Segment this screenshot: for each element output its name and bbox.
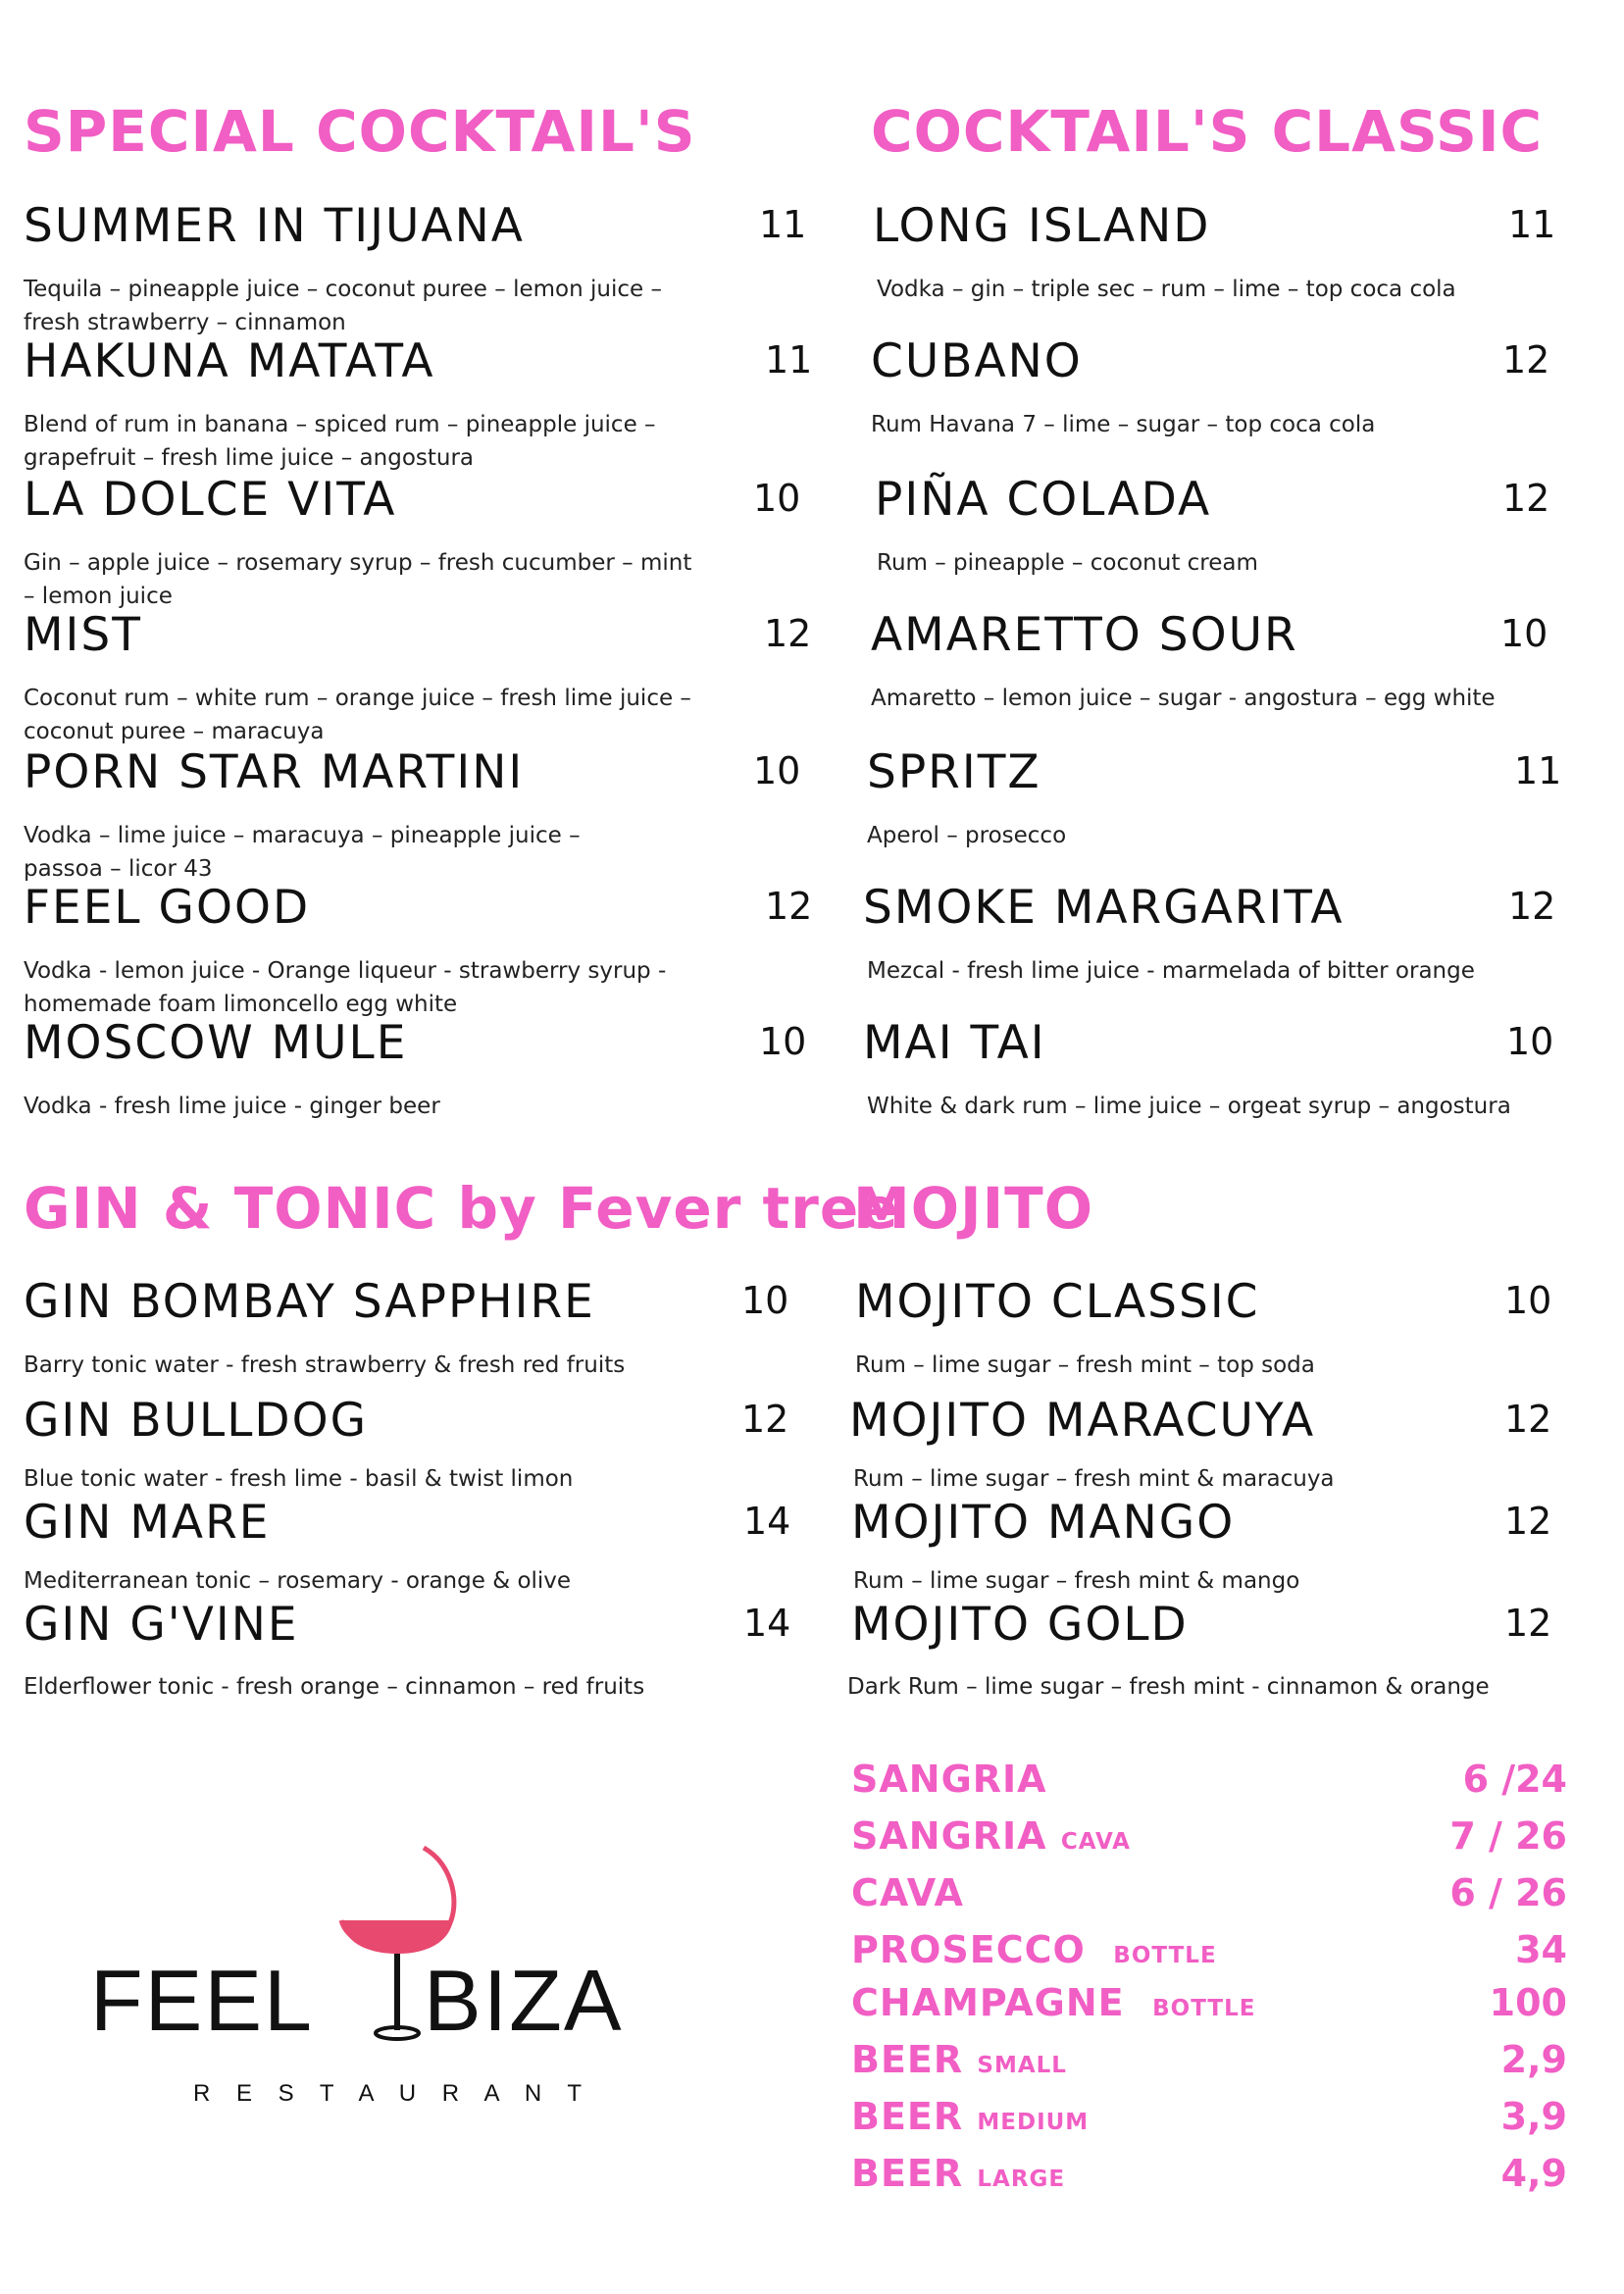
drink-label: SANGRIA [851, 1758, 1047, 1801]
drink-label: PROSECCO [851, 1928, 1086, 1971]
svg-text:R E S T A U R A N T: R E S T A U R A N T [192, 2080, 592, 2107]
drink-name [851, 1981, 1255, 2024]
item-name: GIN G'VINE [24, 1598, 299, 1652]
drink-price: 2,9 [1500, 2038, 1567, 2081]
item-name: GIN MARE [24, 1496, 271, 1550]
svg-text:BIZA: BIZA [424, 1952, 624, 2049]
item-name: SUMMER IN TIJUANA [24, 199, 525, 253]
item-price: 12 [764, 612, 812, 655]
item-price: 11 [1514, 749, 1562, 792]
item-name: SPRITZ [867, 745, 1041, 799]
drink-name [851, 2152, 1065, 2195]
item-name: CUBANO [871, 334, 1083, 388]
item-price: 10 [753, 477, 801, 520]
item-price: 12 [765, 885, 813, 928]
item-description: Amaretto – lemon juice – sugar - angostura – egg white [871, 686, 1496, 711]
drink-name [851, 2095, 1089, 2138]
svg-text:FEEL: FEEL [89, 1952, 314, 2049]
drink-size: CAVA [1060, 1829, 1131, 1855]
item-description: Tequila – pineapple juice – coconut puree – lemon juice – fresh strawberry – cinnamon [24, 277, 662, 335]
item-description: Coconut rum – white rum – orange juice – fresh lime juice – coconut puree – maracuya [24, 686, 691, 744]
price-row [851, 1928, 1567, 1985]
item-name: MOJITO MANGO [851, 1496, 1236, 1550]
price-row [851, 1981, 1567, 2038]
item-description: Gin – apple juice – rosemary syrup – fresh cucumber – mint – lemon juice [24, 550, 692, 609]
drink-price: 3,9 [1500, 2095, 1567, 2138]
item-name: MOSCOW MULE [24, 1016, 408, 1070]
item-name: FEEL GOOD [24, 881, 311, 935]
drink-label: CHAMPAGNE [851, 1981, 1125, 2024]
price-row [851, 2152, 1567, 2209]
item-name: GIN BULLDOG [24, 1394, 368, 1448]
item-name: MOJITO CLASSIC [855, 1275, 1260, 1329]
item-description: Barry tonic water - fresh strawberry & fresh red fruits [24, 1352, 626, 1378]
item-price: 12 [1502, 338, 1550, 382]
item-name: MOJITO GOLD [851, 1598, 1189, 1652]
item-description: Vodka – gin – triple sec – rum – lime – top coca cola [877, 277, 1456, 302]
item-name: PORN STAR MARTINI [24, 745, 525, 799]
item-description: Rum – pineapple – coconut cream [877, 550, 1258, 576]
drink-label: BEER [851, 2152, 964, 2195]
drink-size: SMALL [977, 2053, 1067, 2078]
item-price: 12 [1504, 1602, 1552, 1645]
price-row [851, 1814, 1567, 1871]
item-price: 10 [1500, 612, 1548, 655]
item-price: 10 [759, 1020, 807, 1063]
drink-price: 100 [1489, 1981, 1567, 2024]
drink-price: 4,9 [1500, 2152, 1567, 2195]
item-description: Vodka – lime juice – maracuya – pineapple juice – passoa – licor 43 [24, 823, 581, 882]
item-description: White & dark rum – lime juice – orgeat syrup – angostura [867, 1094, 1511, 1119]
item-description: Blend of rum in banana – spiced rum – pineapple juice – grapefruit – fresh lime juice – angostura [24, 412, 656, 471]
drink-name [851, 1758, 1047, 1801]
mojito-title: MOJITO [853, 1175, 1094, 1242]
item-name: SMOKE MARGARITA [863, 881, 1345, 935]
drink-price: 34 [1515, 1928, 1567, 1971]
item-description: Mezcal - fresh lime juice - marmelada of bitter orange [867, 958, 1475, 984]
item-price: 11 [1508, 203, 1556, 246]
item-description: Rum – lime sugar – fresh mint – top soda [855, 1352, 1315, 1378]
item-name: MOJITO MARACUYA [849, 1394, 1316, 1448]
item-description: Rum – lime sugar – fresh mint & maracuya [853, 1466, 1335, 1492]
item-description: Vodka - lemon juice - Orange liqueur - strawberry syrup - homemade foam limoncello egg white [24, 958, 667, 1017]
price-row [851, 2095, 1567, 2152]
item-name: GIN BOMBAY SAPPHIRE [24, 1275, 595, 1329]
drink-size: MEDIUM [977, 2110, 1090, 2135]
item-description: Elderflower tonic - fresh orange – cinnamon – red fruits [24, 1674, 645, 1700]
item-price: 10 [753, 749, 801, 792]
price-row [851, 1871, 1567, 1928]
drink-label: BEER [851, 2038, 964, 2081]
item-price: 11 [765, 338, 813, 382]
wine-glass-icon [89, 1844, 624, 2118]
drink-size: BOTTLE [1152, 1996, 1256, 2021]
item-name: HAKUNA MATATA [24, 334, 435, 388]
item-price: 10 [1504, 1279, 1552, 1322]
item-price: 12 [1508, 885, 1556, 928]
item-price: 10 [1506, 1020, 1554, 1063]
drink-name [851, 1928, 1217, 1971]
drink-name [851, 1814, 1131, 1858]
drink-price: 7 / 26 [1449, 1814, 1567, 1858]
item-description: Rum – lime sugar – fresh mint & mango [853, 1568, 1300, 1594]
item-name: PIÑA COLADA [875, 473, 1212, 527]
drink-price: 6 / 26 [1449, 1871, 1567, 1914]
item-price: 14 [743, 1500, 791, 1543]
item-description: Vodka - fresh lime juice - ginger beer [24, 1094, 440, 1119]
drink-size: LARGE [977, 2167, 1066, 2192]
item-description: Rum Havana 7 – lime – sugar – top coca cola [871, 412, 1376, 437]
item-name: AMARETTO SOUR [871, 608, 1298, 662]
special-cocktails-title: SPECIAL COCKTAIL'S [24, 98, 696, 165]
item-price: 12 [1504, 1398, 1552, 1441]
drink-name [851, 2038, 1067, 2081]
item-description: Mediterranean tonic – rosemary - orange & olive [24, 1568, 572, 1594]
item-price: 12 [1504, 1500, 1552, 1543]
item-name: LONG ISLAND [873, 199, 1211, 253]
item-price: 14 [743, 1602, 791, 1645]
feel-ibiza-logo [89, 1844, 624, 2118]
drink-size: BOTTLE [1113, 1943, 1217, 1968]
item-name: LA DOLCE VITA [24, 473, 397, 527]
drink-name [851, 1871, 964, 1914]
item-price: 10 [741, 1279, 789, 1322]
item-description: Aperol – prosecco [867, 823, 1067, 848]
item-description: Blue tonic water - fresh lime - basil & twist limon [24, 1466, 574, 1492]
item-description: Dark Rum – lime sugar – fresh mint - cinnamon & orange [847, 1674, 1490, 1700]
drink-label: CAVA [851, 1871, 964, 1914]
price-row [851, 2038, 1567, 2095]
item-price: 11 [759, 203, 807, 246]
item-name: MIST [24, 608, 142, 662]
item-name: MAI TAI [863, 1016, 1046, 1070]
gin-tonic-title: GIN & TONIC by Fever tree [24, 1175, 899, 1242]
classic-cocktails-title: COCKTAIL'S CLASSIC [871, 98, 1544, 165]
drink-price: 6 /24 [1462, 1758, 1567, 1801]
drink-label: BEER [851, 2095, 964, 2138]
price-row [851, 1758, 1567, 1814]
item-price: 12 [741, 1398, 789, 1441]
drink-label: SANGRIA [851, 1814, 1047, 1858]
item-price: 12 [1502, 477, 1550, 520]
